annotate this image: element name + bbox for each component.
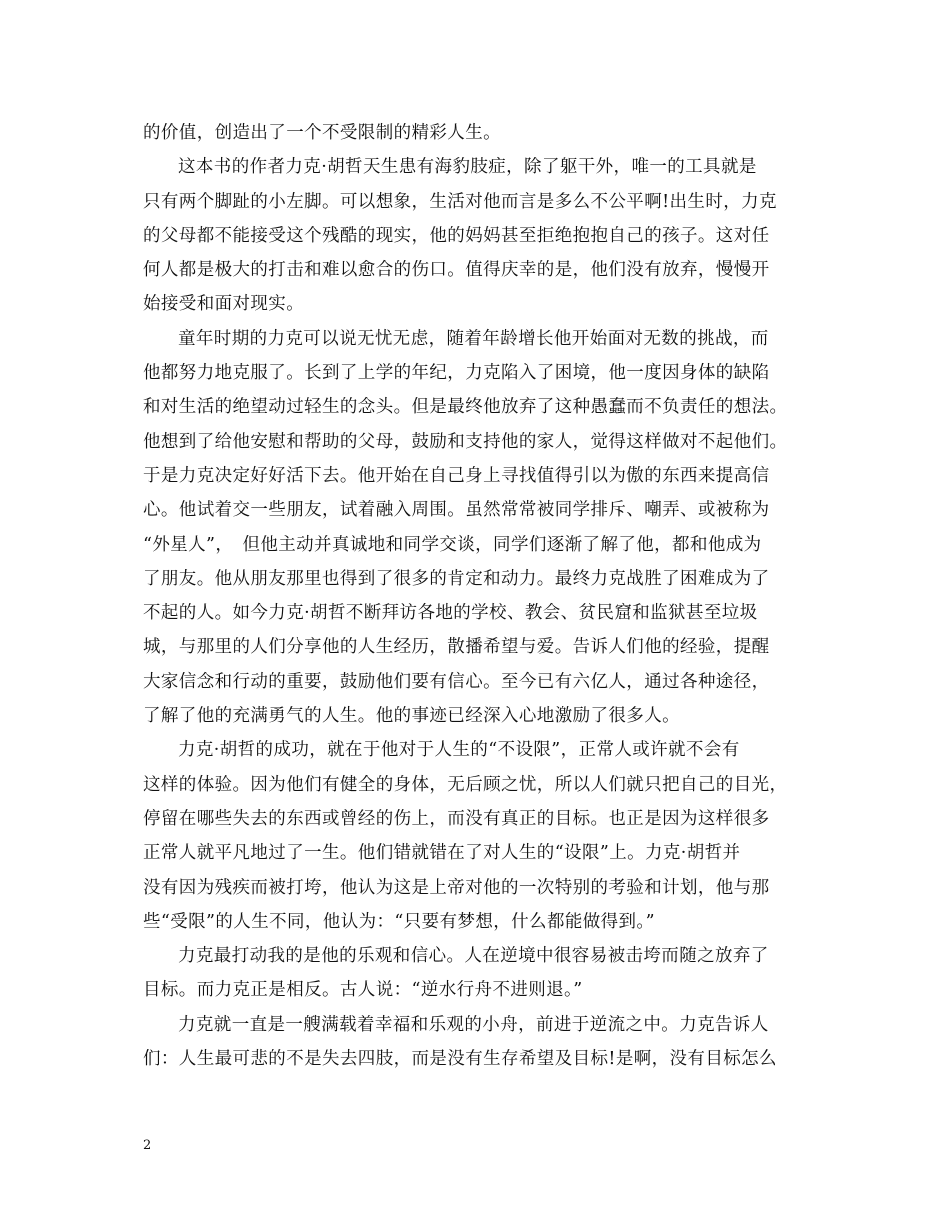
body-text [143,116,811,1076]
text-line: “外星人”， 但他主动并真诚地和同学交谈，同学们逐渐了解了他，都和他成为 [143,534,762,555]
text-line: 目标。而力克正是相反。古人说：“逆水行舟不进则退。” [143,980,583,1001]
text-line: 些“受限”的人生不同，他认为：“只要有梦想，什么都能做得到。” [143,911,655,932]
text-line: 和对生活的绝望动过轻生的念头。但是最终他放弃了这种愚蠢而不负责任的想法。 [143,397,788,418]
text-line: 的父母都不能接受这个残酷的现实，他的妈妈甚至拒绝抱抱自己的孩子。这对任 [143,225,770,246]
text-line: 何人都是极大的打击和难以愈合的伤口。值得庆幸的是，他们没有放弃，慢慢开 [143,260,770,281]
text-line: 童年时期的力克可以说无忧无虑，随着年龄增长他开始面对无数的挑战，而 [178,328,769,349]
text-line: 们：人生最可悲的不是失去四肢，而是没有生存希望及目标!是啊，没有目标怎么 [143,1049,777,1070]
page-number: 2 [143,1138,152,1153]
text-line: 的价值，创造出了一个不受限制的精彩人生。 [143,123,501,143]
text-line: 力克·胡哲的成功，就在于他对于人生的“不设限”，正常人或许就不会有 [178,740,740,761]
text-line: 这样的体验。因为他们有健全的身体，无后顾之忧，所以人们就只把自己的目光， [143,774,788,795]
text-line: 于是力克决定好好活下去。他开始在自己身上寻找值得引以为傲的东西来提高信 [143,465,770,486]
text-line: 没有因为残疾而被打垮，他认为这是上帝对他的一次特别的考验和计划，他与那 [143,877,770,898]
text-line: 大家信念和行动的重要，鼓励他们要有信心。至今已有六亿人，通过各种途径， [143,671,770,692]
text-line: 他想到了给他安慰和帮助的父母，鼓励和支持他的家人，觉得这样做对不起他们。 [143,431,788,452]
text-line: 这本书的作者力克·胡哲天生患有海豹肢症，除了躯干外，唯一的工具就是 [178,157,757,178]
text-line: 了朋友。他从朋友那里也得到了很多的肯定和动力。最终力克战胜了困难成为了 [143,568,770,589]
text-line: 不起的人。如今力克·胡哲不断拜访各地的学校、教会、贫民窟和监狱甚至垃圾 [143,603,758,624]
text-line: 力克最打动我的是他的乐观和信心。人在逆境中很容易被击垮而随之放弃了 [178,946,769,967]
text-line: 停留在哪些失去的东西或曾经的伤上，而没有真正的目标。也正是因为这样很多 [143,808,770,829]
text-line: 了解了他的充满勇气的人生。他的事迹已经深入心地激励了很多人。 [143,706,680,727]
text-line: 只有两个脚趾的小左脚。可以想象，生活对他而言是多么不公平啊!出生时，力克 [143,191,777,212]
text-line: 始接受和面对现实。 [143,294,305,315]
text-line: 城，与那里的人们分享他的人生经历，散播希望与爱。告诉人们他的经验，提醒 [143,637,770,658]
text-line: 正常人就平凡地过了一生。他们错就错在了对人生的“设限”上。力克·胡哲并 [143,843,741,864]
text-line: 力克就一直是一艘满载着幸福和乐观的小舟，前进于逆流之中。力克告诉人 [178,1014,769,1035]
text-line: 心。他试着交一些朋友，试着融入周围。虽然常常被同学排斥、嘲弄、或被称为 [143,500,770,521]
text-line: 他都努力地克服了。长到了上学的年纪，力克陷入了困境，他一度因身体的缺陷 [143,363,770,384]
